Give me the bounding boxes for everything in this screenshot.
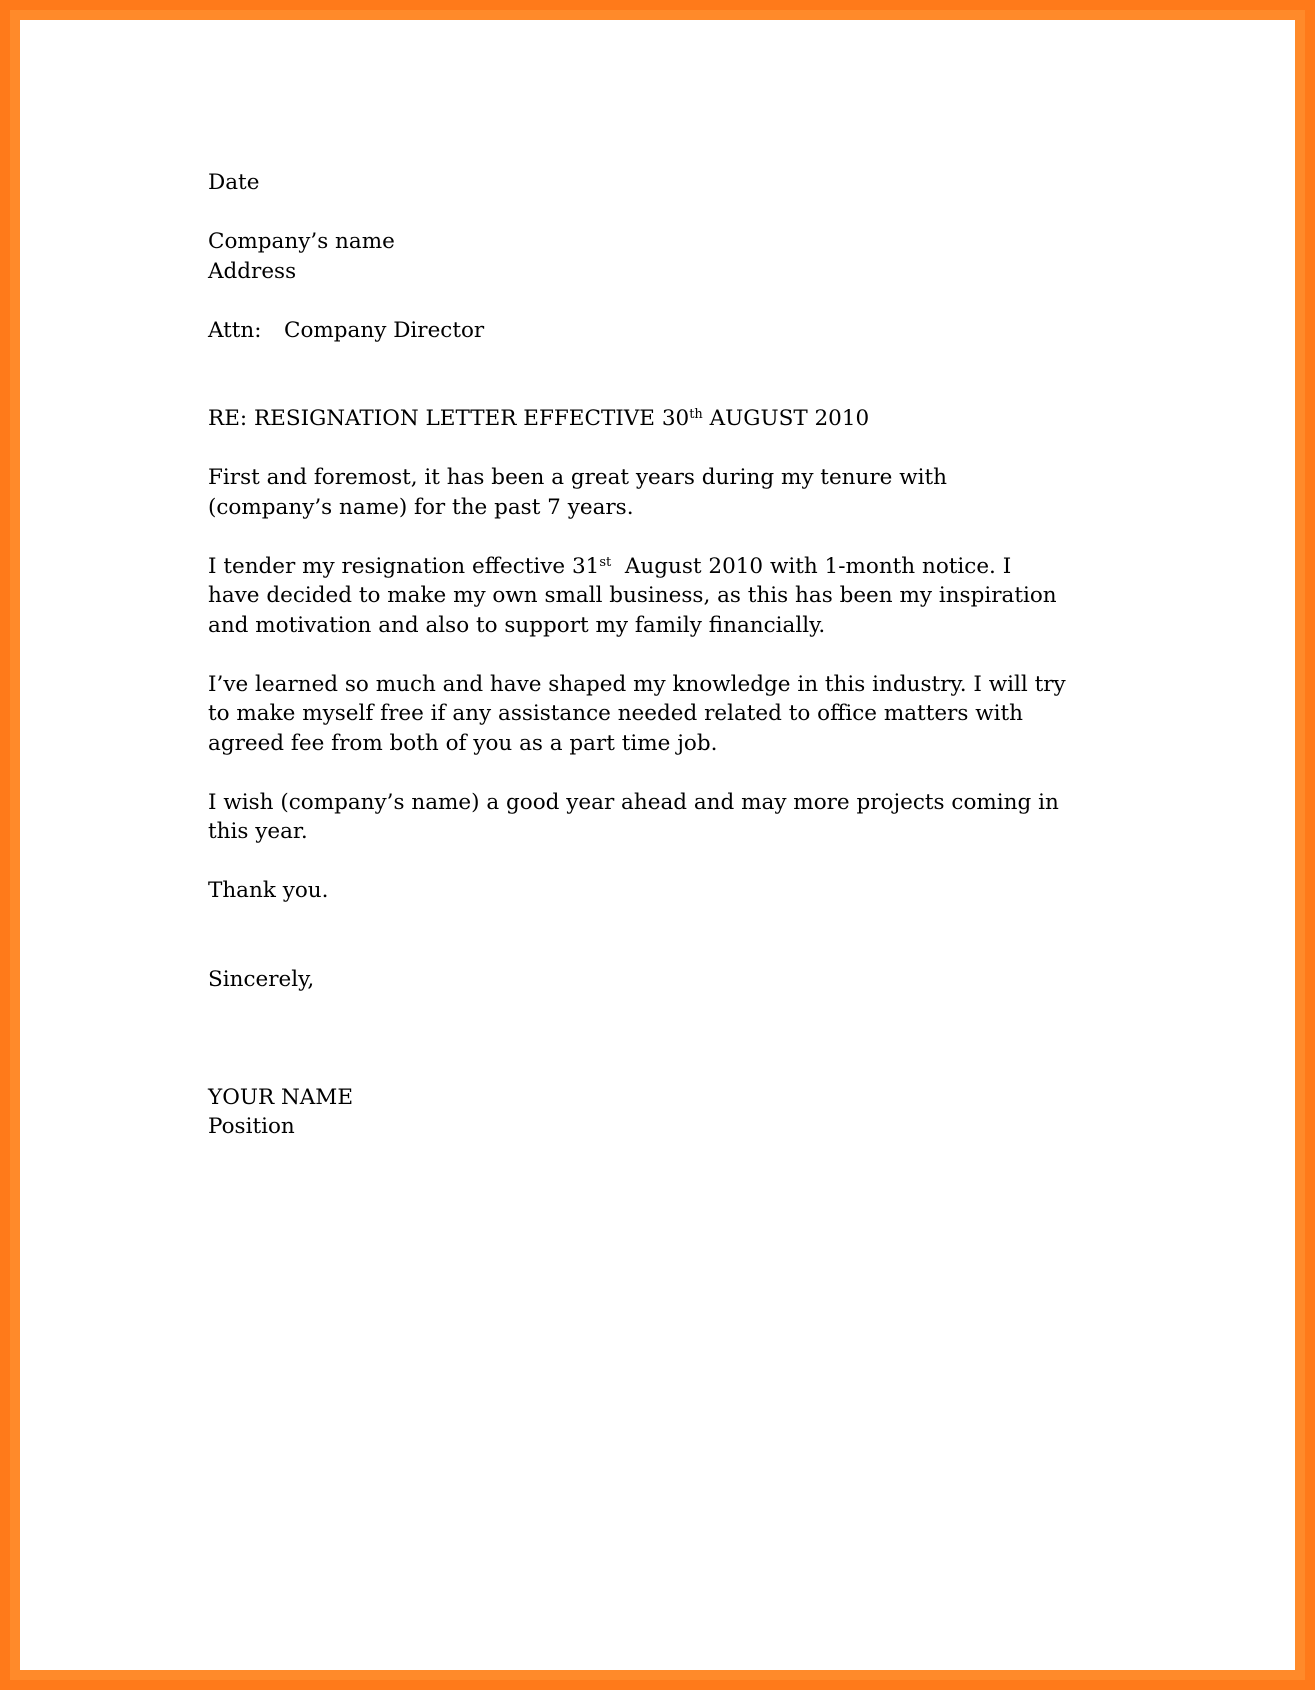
letter-body — [208, 168, 1108, 1142]
paragraph-4: I wish (company’s name) a good year ahead and may more projects coming in this year. — [208, 789, 1059, 844]
thanks-line: Thank you. — [208, 878, 329, 903]
subject-superscript: th — [689, 407, 703, 422]
paragraph-3: I’ve learned so much and have shaped my knowledge in this industry. I will try to make myself free if any assistance needed related to office matters with agreed fee from both of you as a part time job. — [208, 671, 1066, 756]
subject-prefix: RE: RESIGNATION LETTER EFFECTIVE 30 — [208, 406, 690, 431]
attn-label: Attn: — [208, 317, 262, 343]
date-line: Date — [208, 170, 260, 195]
signature-name: YOUR NAME — [208, 1084, 354, 1110]
company-name-line: Company’s name — [208, 229, 395, 254]
paragraph-2-superscript: st — [599, 554, 612, 570]
letter-page — [20, 20, 1295, 1670]
subject-line — [208, 404, 1108, 434]
paragraph-2 — [208, 552, 1068, 641]
paragraph-2-prefix: I tender my resignation effective 31 — [208, 553, 600, 579]
paragraph-1: First and foremost, it has been a great years during my tenure with (company’s name) for the past 7 years. — [208, 465, 947, 520]
subject-suffix: AUGUST 2010 — [702, 406, 870, 431]
closing-line: Sincerely, — [208, 966, 315, 992]
signature-position: Position — [208, 1114, 295, 1139]
paragraph-2-suffix: August 2010 with 1-month notice. I have decided to make my own small business, as this has been my inspiration and motivation and also to support my family financially. — [208, 553, 1064, 638]
attn-value: Company Director — [284, 317, 485, 343]
address-line: Address — [208, 258, 297, 284]
attn-line — [208, 316, 1108, 346]
